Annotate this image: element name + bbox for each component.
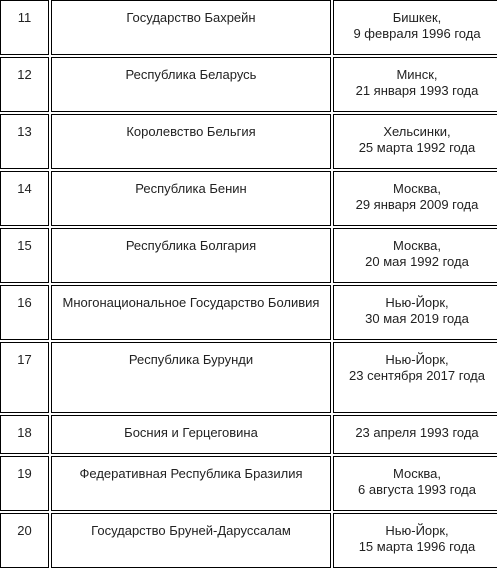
date-line: 15 марта 1996 года xyxy=(358,539,476,554)
row-number: 15 xyxy=(0,228,49,283)
table-row xyxy=(0,456,497,511)
row-number: 19 xyxy=(0,456,49,511)
table-row xyxy=(0,0,497,55)
country-name: Босния и Герцеговина xyxy=(51,415,331,454)
country-name: Государство Бахрейн xyxy=(51,0,331,55)
row-number: 12 xyxy=(0,57,49,112)
date-line: 21 января 1993 года xyxy=(355,83,479,98)
date-line: 25 марта 1992 года xyxy=(358,140,476,155)
establishment-date xyxy=(333,513,497,568)
date-line: 29 января 2009 года xyxy=(355,197,479,212)
row-number: 16 xyxy=(0,285,49,340)
country-name: Многонациональное Государство Боливия xyxy=(51,285,331,340)
date-line: Нью-Йорк, xyxy=(385,295,449,310)
date-line: Бишкек, xyxy=(392,10,442,25)
establishment-date xyxy=(333,0,497,55)
country-name: Королевство Бельгия xyxy=(51,114,331,169)
establishment-date xyxy=(333,415,497,454)
table-row xyxy=(0,513,497,568)
date-line: Хельсинки, xyxy=(383,124,451,139)
table-row xyxy=(0,171,497,226)
row-number: 20 xyxy=(0,513,49,568)
row-number: 14 xyxy=(0,171,49,226)
row-number: 17 xyxy=(0,342,49,413)
country-name: Государство Бруней-Даруссалам xyxy=(51,513,331,568)
date-line: Москва, xyxy=(393,238,441,253)
date-line: 9 февраля 1996 года xyxy=(353,26,481,41)
table-row xyxy=(0,285,497,340)
establishment-date xyxy=(333,114,497,169)
date-line: Нью-Йорк, xyxy=(385,352,449,367)
date-line: 20 мая 1992 года xyxy=(365,254,469,269)
establishment-date xyxy=(333,171,497,226)
establishment-date xyxy=(333,228,497,283)
establishment-date xyxy=(333,456,497,511)
row-number: 11 xyxy=(0,0,49,55)
country-name: Республика Беларусь xyxy=(51,57,331,112)
establishment-date xyxy=(333,285,497,340)
table-row xyxy=(0,415,497,454)
table-row xyxy=(0,342,497,413)
date-line: Нью-Йорк, xyxy=(385,523,449,538)
date-line: Москва, xyxy=(393,466,441,481)
establishment-date xyxy=(333,57,497,112)
country-name: Федеративная Республика Бразилия xyxy=(51,456,331,511)
row-number: 13 xyxy=(0,114,49,169)
date-line: 30 мая 2019 года xyxy=(365,311,469,326)
date-line: Минск, xyxy=(396,67,438,82)
date-line: 23 апреля 1993 года xyxy=(355,425,479,440)
country-name: Республика Болгария xyxy=(51,228,331,283)
table-row xyxy=(0,228,497,283)
country-name: Республика Бенин xyxy=(51,171,331,226)
row-number: 18 xyxy=(0,415,49,454)
date-line: Москва, xyxy=(393,181,441,196)
table-row xyxy=(0,114,497,169)
establishment-date xyxy=(333,342,497,413)
country-name: Республика Бурунди xyxy=(51,342,331,413)
date-line: 6 августа 1993 года xyxy=(358,482,476,497)
date-line: 23 сентября 2017 года xyxy=(349,368,485,383)
table-row xyxy=(0,57,497,112)
